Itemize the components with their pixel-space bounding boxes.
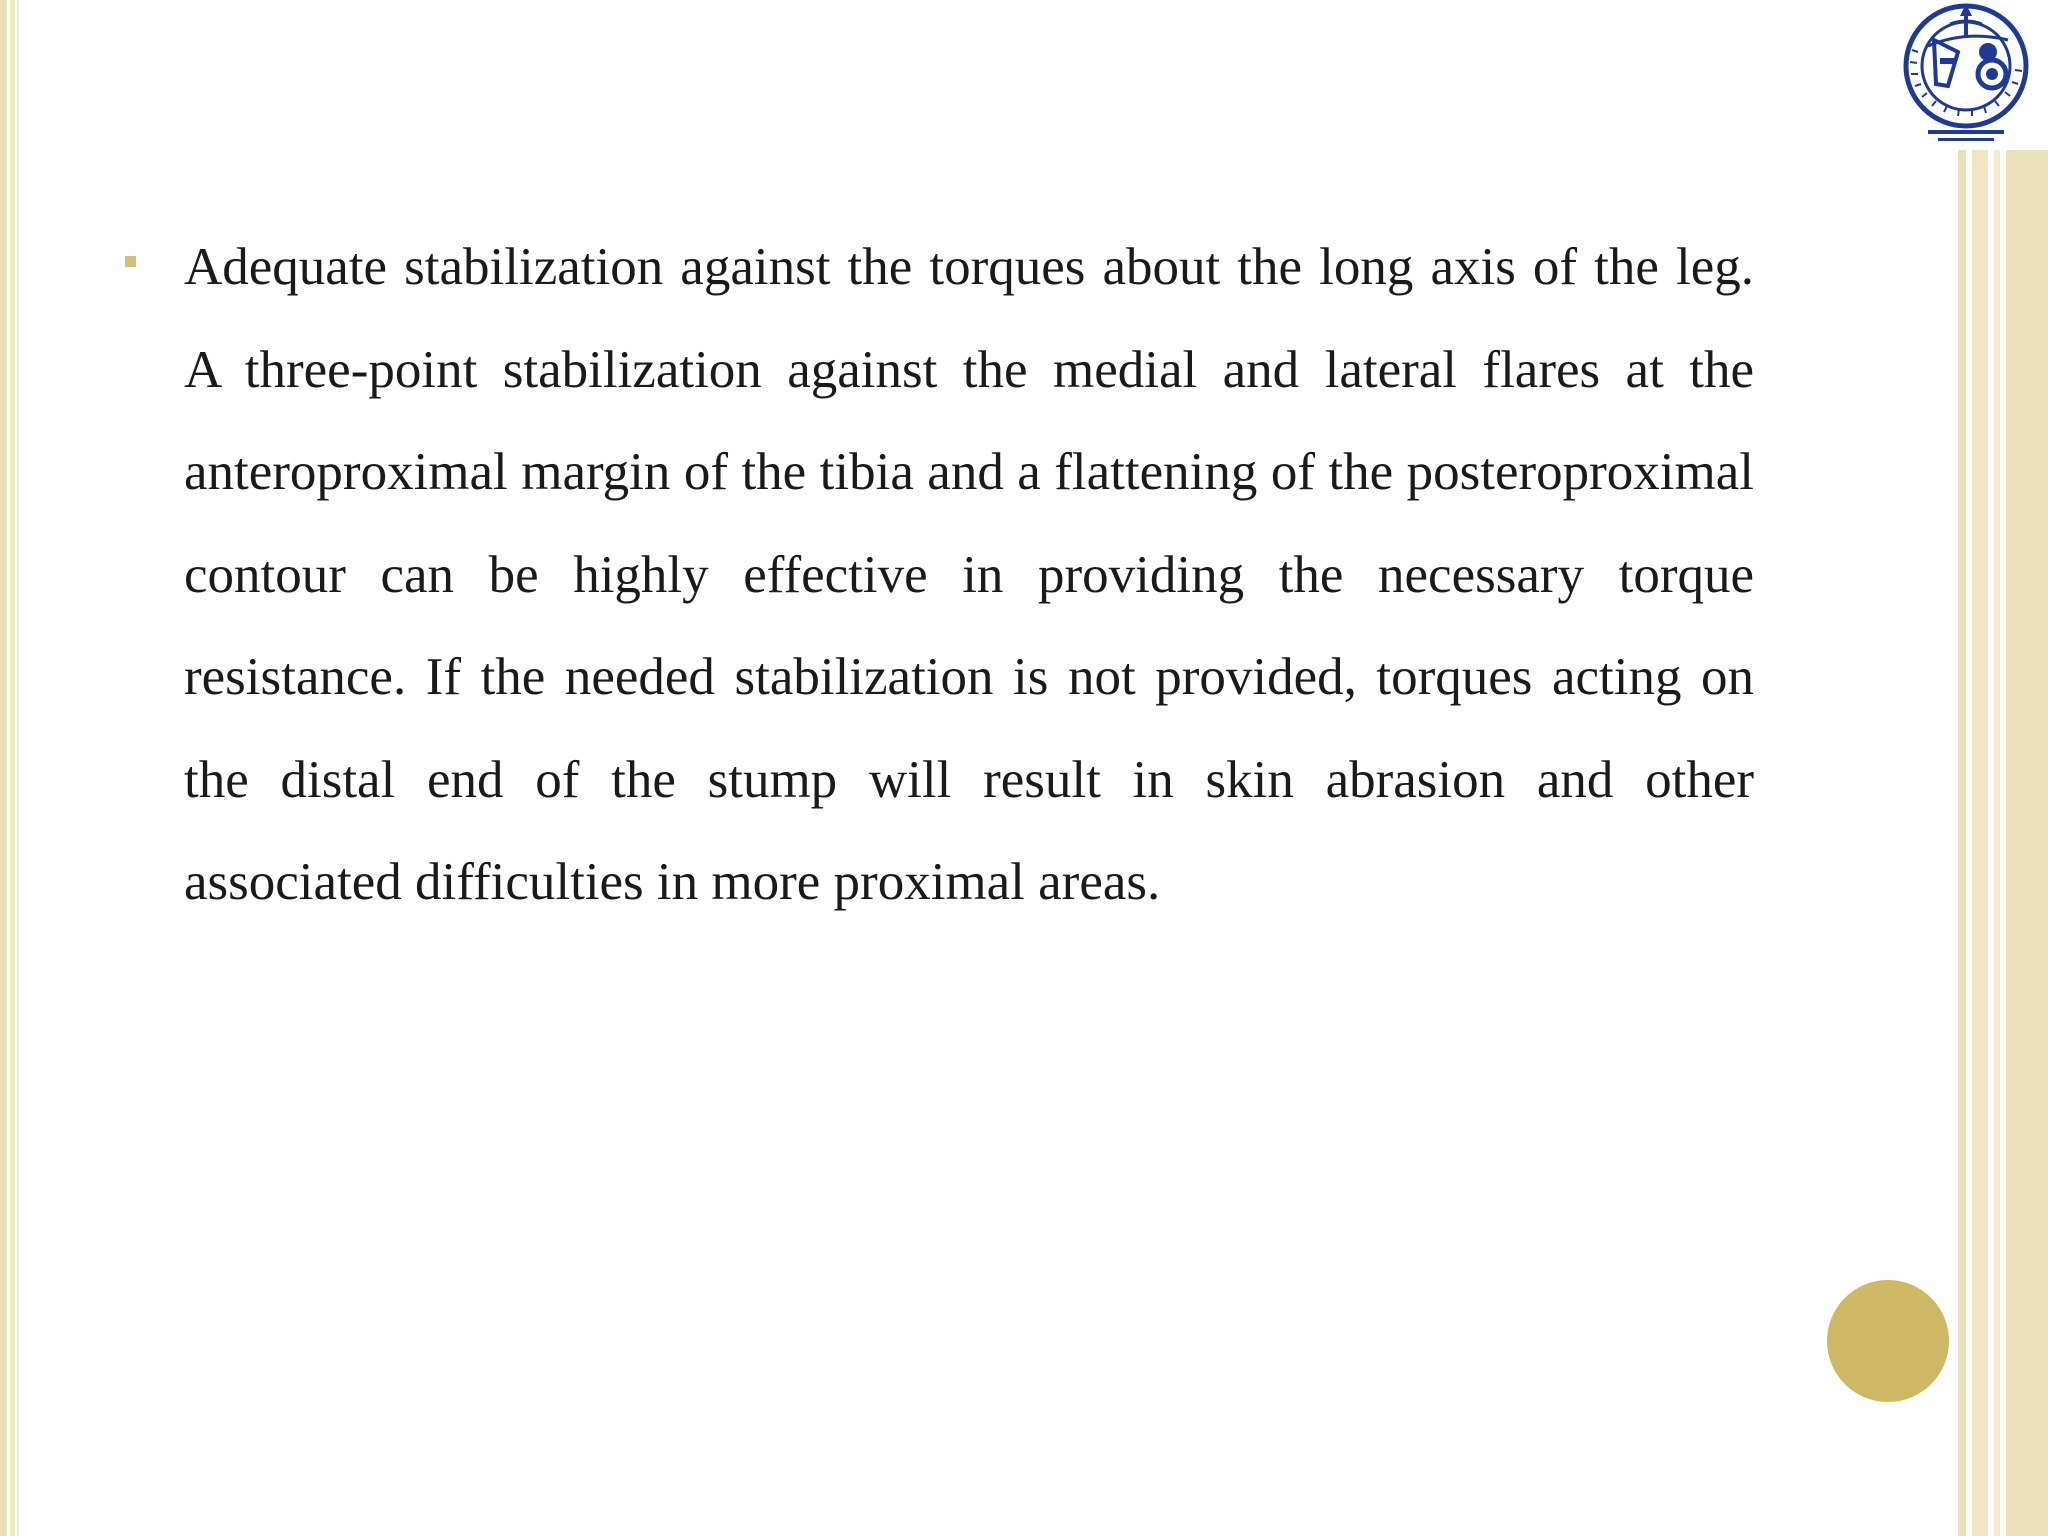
left-border-stripe [17, 0, 19, 1536]
right-border-stripe [1958, 150, 1966, 1536]
right-border-stripe [1972, 150, 1988, 1536]
right-border-stripe [1994, 150, 2000, 1536]
right-border-stripe [2006, 150, 2048, 1536]
square-bullet-icon [125, 256, 136, 267]
institution-emblem-icon [1888, 0, 2048, 150]
left-border-stripe [10, 0, 15, 1536]
decorative-circle [1827, 1280, 1949, 1402]
left-border-stripe [0, 0, 7, 1536]
bullet-text: Adequate stabilization against the torques about the long axis of the leg. A three-point stabilization against the medial and lateral flares at the anteroproximal margin of the tibia and a flattening of the posteroproximal contour can be highly effective in providing the necessary torque resistance. If the needed stabilization is not provided, torques acting on the distal end of the stump will result in skin abrasion and other associated difficulties in more proximal areas. [184, 238, 1754, 911]
